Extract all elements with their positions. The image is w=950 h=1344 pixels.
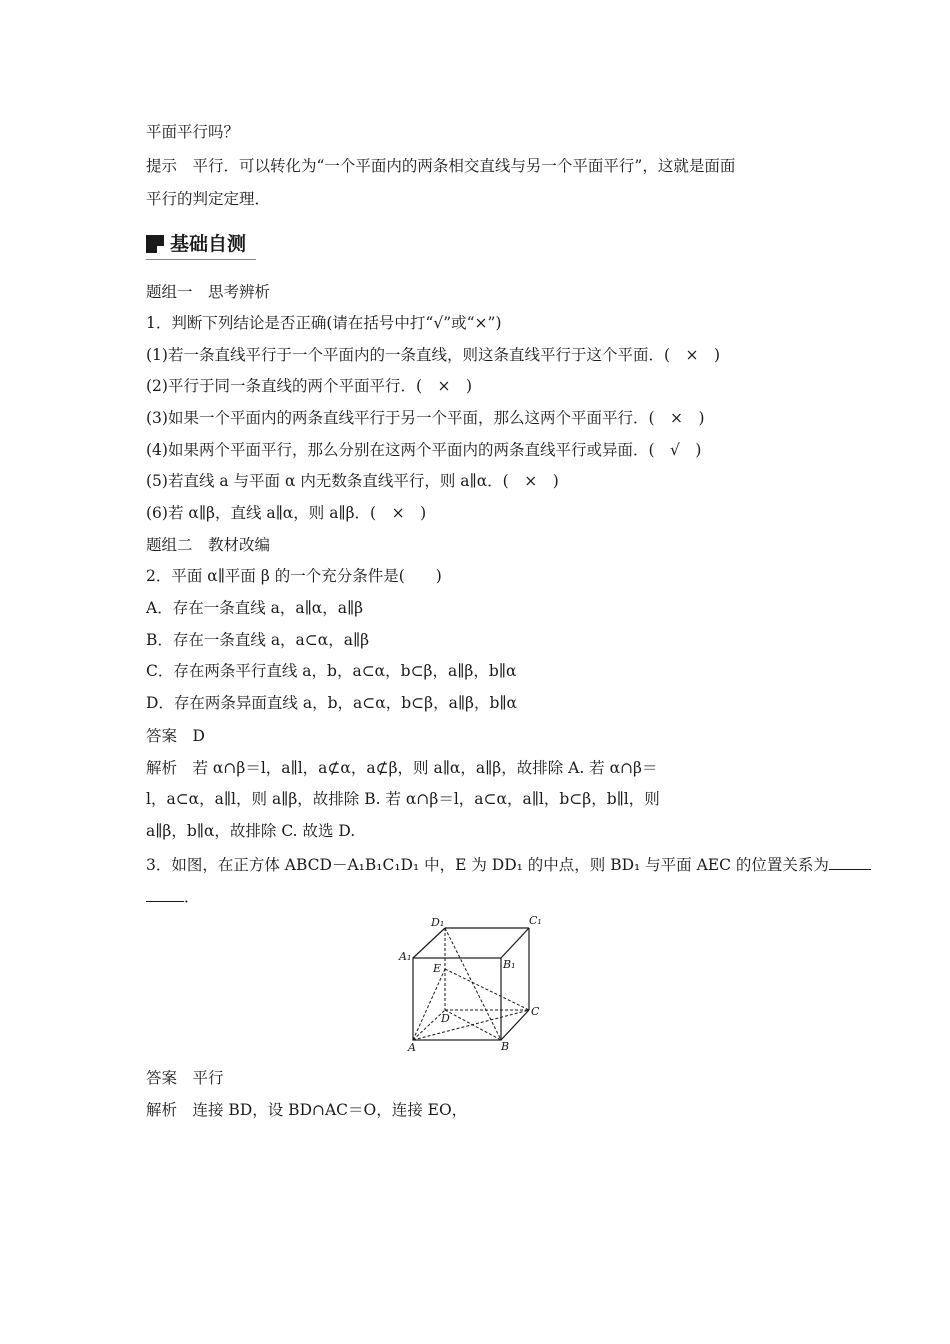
- explanation-2-line-2: l，a⊂α，a∥l，则 a∥β，故排除 B. 若 α∩β＝l，a⊂α，a∥l，b⊂β，b∥l，则: [146, 790, 660, 808]
- option-a: A．存在一条直线 a，a∥α，a∥β: [146, 599, 364, 617]
- explanation-2-line-3: a∥β，b∥α，故排除 C. 故选 D.: [146, 822, 356, 840]
- question-1-item-4: (4)如果两个平面平行，那么分别在这两个平面内的两条直线平行或异面．( √ ): [146, 441, 702, 459]
- segment-ec: [445, 969, 529, 1010]
- label-a1: A₁: [399, 950, 412, 963]
- question-3-end: [146, 887, 200, 907]
- text-line: 提示 平行．可以转化为“一个平面内的两条相交直线与另一个平面平行”，这就是面面: [146, 157, 736, 175]
- cube-edge: [413, 928, 445, 958]
- cube-diagram: [395, 912, 545, 1054]
- cube-edge: [501, 1010, 529, 1040]
- explanation-2-line-1: 解析 若 α∩β＝l，a∥l，a⊄α，a⊄β，则 a∥α，a∥β，故排除 A. 若 α∩β＝: [146, 759, 658, 777]
- label-d1: D₁: [431, 916, 445, 929]
- text-line: 平行的判定定理．: [146, 190, 271, 208]
- cube-figure: [395, 912, 545, 1054]
- question-1-item-5: (5)若直线 a 与平面 α 内无数条直线平行，则 a∥α．( × ): [146, 472, 559, 490]
- question-3-end-text: ．: [184, 888, 200, 906]
- label-c: C: [531, 1005, 540, 1018]
- section-heading: [146, 232, 256, 262]
- question-2: 2．平面 α∥平面 β 的一个充分条件是( ): [146, 567, 442, 585]
- label-a: A: [408, 1041, 416, 1054]
- segment-ac: [413, 1010, 529, 1040]
- label-b: B: [501, 1040, 510, 1053]
- segment-ae: [413, 969, 445, 1040]
- label-d: D: [441, 1012, 450, 1025]
- answer-blank: [829, 855, 871, 870]
- question-1-item-2: (2)平行于同一条直线的两个平面平行．( × ): [146, 377, 473, 395]
- label-e: E: [433, 962, 442, 975]
- label-b1: B₁: [503, 958, 516, 971]
- question-1-item-3: (3)如果一个平面内的两条直线平行于另一个平面，那么这两个平面平行．( × ): [146, 409, 705, 427]
- text-line: 平面平行吗？: [146, 123, 240, 141]
- label-c1: C₁: [529, 914, 542, 927]
- segment-bd: [445, 1010, 501, 1040]
- explanation-3: 解析 连接 BD，设 BD∩AC＝O，连接 EO，: [146, 1101, 468, 1119]
- question-3: [146, 855, 871, 875]
- option-b: B．存在一条直线 a，a⊂α，a∥β: [146, 631, 370, 649]
- section-square-icon: [146, 235, 164, 253]
- answer-2: 答案 D: [146, 727, 205, 745]
- cube-edge: [501, 928, 529, 958]
- question-1-item-6: (6)若 α∥β，直线 a∥α，则 a∥β．( × ): [146, 504, 427, 522]
- group-title: 题组一 思考辨析: [146, 283, 271, 301]
- answer-3: 答案 平行: [146, 1069, 224, 1087]
- section-title: 基础自测: [170, 233, 247, 255]
- option-d: D．存在两条异面直线 a，b，a⊂α，b⊂β，a∥β，b∥α: [146, 694, 517, 712]
- question-1: 1．判断下列结论是否正确(请在括号中打“√”或“×”): [146, 314, 502, 332]
- question-1-item-1: (1)若一条直线平行于一个平面内的一条直线，则这条直线平行于这个平面．( × ): [146, 346, 721, 364]
- section-rule: [146, 259, 256, 260]
- option-c: C．存在两条平行直线 a，b，a⊂α，b⊂β，a∥β，b∥α: [146, 662, 517, 680]
- group-title: 题组二 教材改编: [146, 536, 271, 554]
- answer-blank: [146, 887, 184, 902]
- segment-bd1: [445, 928, 501, 1040]
- cube-front-face: [413, 958, 501, 1040]
- question-3-text: 3．如图，在正方体 ABCD－A₁B₁C₁D₁ 中，E 为 DD₁ 的中点，则 BD₁ 与平面 AEC 的位置关系为: [146, 856, 829, 874]
